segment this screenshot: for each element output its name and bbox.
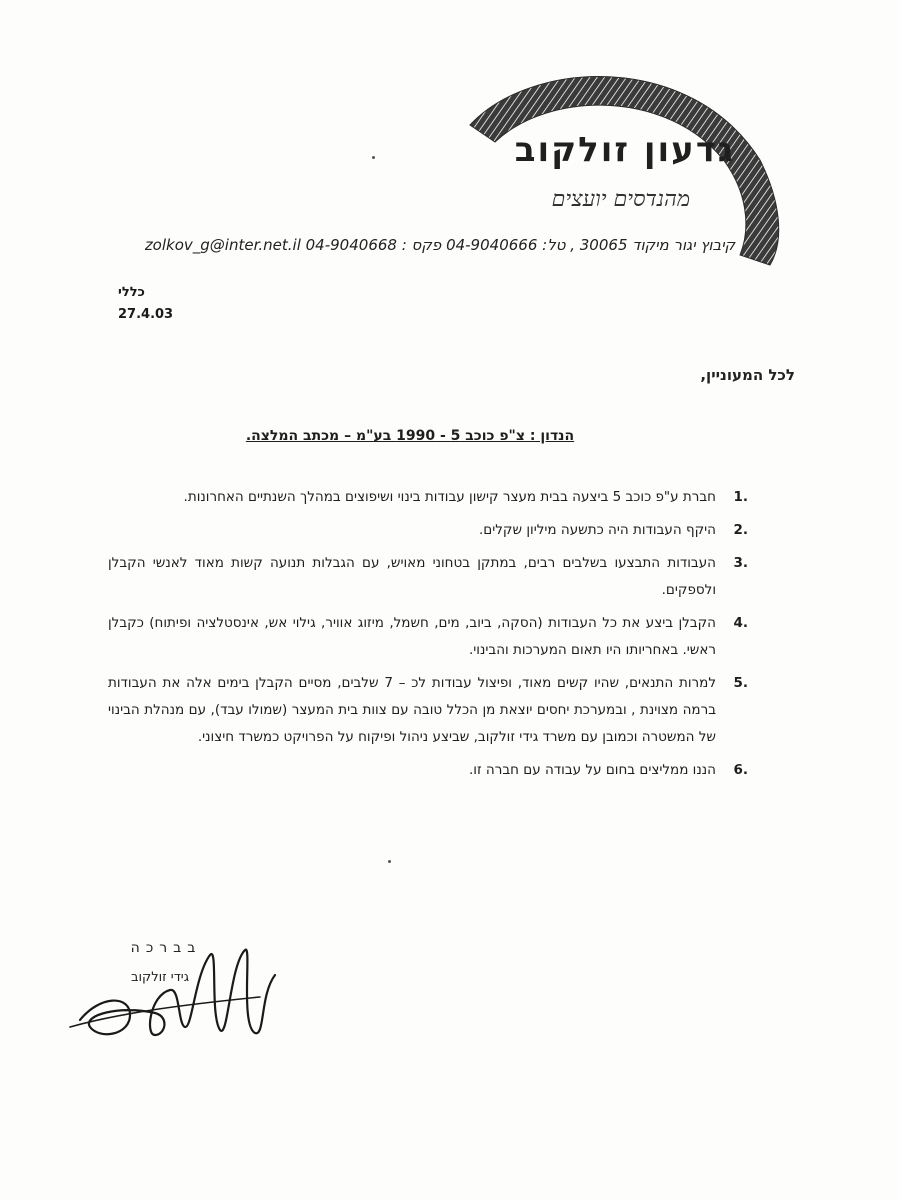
item-number: .5 <box>733 675 748 691</box>
scan-speck <box>388 860 391 863</box>
signer-name: גידי זולקוב <box>130 970 190 985</box>
handwritten-signature <box>60 935 290 1055</box>
item-number: .4 <box>733 615 748 631</box>
contact-line: קיבוץ יגור מיקוד 30065 , טל: 04-9040666 פקס : 04-9040668 zolkov_g@inter.net.il <box>144 236 736 254</box>
list-item <box>108 517 748 544</box>
item-text: הקבלן ביצע את כל העבודות (הסקה, ביוב, מים, חשמל, מיזוג אוויר, גילוי אש, אינסטלציה ופיתוח) כקבלן ראשי. באחריותו היו תאום המערכות והבינוי. <box>108 615 716 658</box>
letter-date: 27.4.03 <box>118 307 174 322</box>
item-text: למרות התנאים, שהיו קשים מאוד, ופיצול עבודות לכ – 7 שלבים, מסיים הקבלן בימים אלה את העבודות ברמה מצוינת , ובמערכת יחסים יוצאת מן הכלל טובה עם צוות בית המעצר (שמולו עבד), עם מנהלת הבינוי של המשטרה וכמובן עם משרד גידי זולקוב, שביצע ניהול ופיקוח על הפרויקט כמשרד חיצוני. <box>108 675 716 745</box>
item-text: היקף העבודות היה כתשעה מיליון שקלים. <box>478 522 716 538</box>
recommendation-list <box>108 484 748 790</box>
firm-name: גדעון זולקוב <box>514 130 735 170</box>
list-item <box>108 550 748 604</box>
item-number: .6 <box>733 762 748 778</box>
list-item <box>108 610 748 664</box>
subject-line: הנדון : צ"פ כוכב 5 - 1990 בע"מ – מכתב המלצה. <box>245 428 575 444</box>
salutation: לכל המעוניין, <box>700 366 795 384</box>
item-number: .3 <box>733 555 748 571</box>
closing-signoff: בברכה <box>130 940 202 956</box>
reference-block <box>118 282 198 326</box>
item-text: הננו ממליצים בחום על עבודה עם חברה זו. <box>469 762 716 778</box>
list-item <box>108 757 748 784</box>
item-text: חברת ע"פ כוכב 5 ביצעה בבית מעצר קישון עבודות בינוי ושיפוצים במהלך השנתיים האחרונות. <box>183 489 716 505</box>
list-item <box>108 670 748 751</box>
reference-label: כללי <box>118 285 145 300</box>
item-number: .1 <box>733 489 748 505</box>
item-text: העבודות התבצעו בשלבים רבים, במתקן בטחוני מאויש, עם הגבלות תנועה קשות מאוד לאנשי הקבלן ולספקים. <box>108 555 716 598</box>
list-item <box>108 484 748 511</box>
scan-speck <box>372 156 375 159</box>
item-number: .2 <box>733 522 748 538</box>
firm-subtitle: מהנדסים יועצים <box>551 187 690 212</box>
